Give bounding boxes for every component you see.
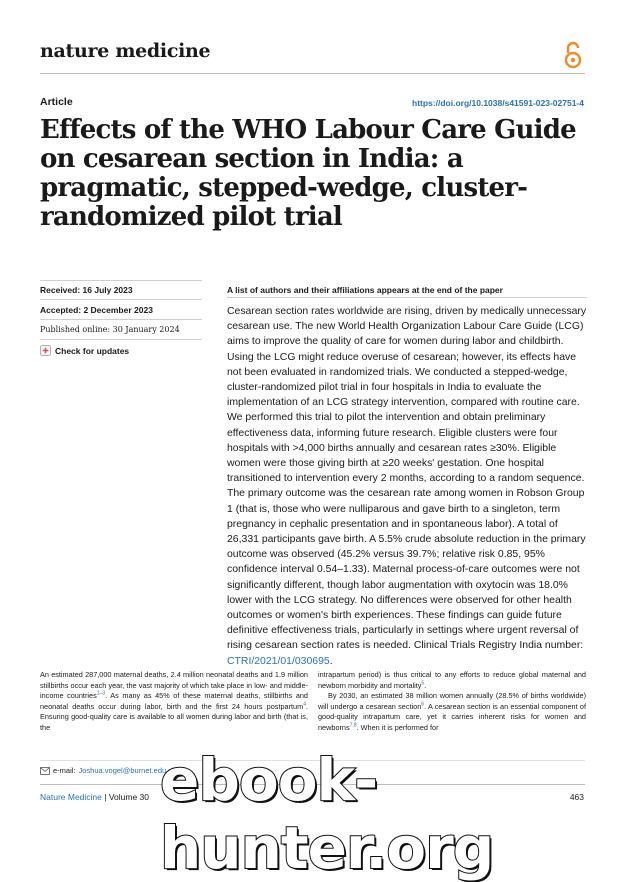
envelope-icon <box>40 767 50 775</box>
citation-ref[interactable]: 4 <box>303 701 306 708</box>
check-for-updates-icon <box>40 345 51 356</box>
page-number: 463 <box>569 792 584 802</box>
correspondence-email <box>40 766 177 775</box>
published-date: Published online: 30 January 2024 <box>40 325 180 334</box>
received-date: Received: 16 July 2023 <box>40 285 133 295</box>
check-for-updates-label: Check for updates <box>55 345 130 356</box>
authors-affiliation-note: A list of authors and their affiliations appears at the end of the paper <box>227 285 503 295</box>
watermark-text: ebook-hunter.org <box>160 746 494 882</box>
citation-ref[interactable]: 6 <box>421 701 425 708</box>
sidebar-divider <box>40 299 202 300</box>
body-text: . When it is performed for <box>356 722 439 732</box>
accepted-date: Accepted: 2 December 2023 <box>40 305 153 315</box>
registry-link[interactable]: CTRI/2021/01/030695 <box>227 655 330 667</box>
body-text: . As many as 45% of these maternal deaths, stillbirths and neonatal deaths occur during labor, birth and the first 24 hours postpartum <box>40 691 308 711</box>
body-text: . Ensuring good-quality care is available to all women during labor and birth (that is, the <box>40 701 308 732</box>
footer-separator: | <box>101 792 109 802</box>
citation-ref[interactable]: 1–3 <box>96 690 106 697</box>
open-access-lock-icon <box>563 40 583 70</box>
footer-journal[interactable]: Nature Medicine <box>40 792 102 802</box>
sidebar-divider <box>40 319 202 320</box>
body-text: An estimated 287,000 maternal deaths, 2.4 million neonatal deaths and 1.9 million stillbirths occur each year, the vast majority of which take place in low- and middle-income countries <box>40 670 308 700</box>
body-text: intrapartum period) is thus critical to any efforts to reduce global maternal and newborn morbidity and mortality <box>318 670 586 690</box>
abstract-end: . <box>329 655 333 667</box>
article-type-label: Article <box>40 96 73 108</box>
body-text: . A cesarean section is an essential component of good-quality intrapartum care, yet it carries inherent risks for women and newborns <box>318 701 586 732</box>
sidebar-divider <box>40 339 202 340</box>
body-text: By 2030, an estimated 38 million women annually (28.5% of births worldwide) will undergo a cesarean section <box>318 691 586 711</box>
footer-citation <box>40 792 149 802</box>
email-address-link[interactable]: Joshua.vogel@burnet.edu.au <box>78 766 177 775</box>
doi-link[interactable]: https://doi.org/10.1038/s41591-023-02751-4 <box>412 98 584 108</box>
body-text: . <box>424 680 427 690</box>
email-label: e-mail: <box>53 766 76 775</box>
check-for-updates-button[interactable] <box>40 345 129 356</box>
abstract <box>227 304 589 669</box>
abstract-divider <box>227 297 587 298</box>
sidebar-divider <box>40 280 202 281</box>
body-column-2 <box>318 670 586 733</box>
footer-volume: Volume 30 <box>108 792 149 802</box>
body-column-1 <box>40 670 308 733</box>
journal-name: nature medicine <box>40 40 211 62</box>
header-divider <box>40 73 585 74</box>
citation-ref[interactable]: 7,8 <box>349 722 357 729</box>
abstract-text: Cesarean section rates worldwide are rising, driven by medically unnecessary cesarean use. The new World Health Organization Labour Care Guide (LCG) aims to improve the quality of care for women during labor and childbirth. Using the LCG might reduce overuse of cesarean; however, its effects have not been evaluated in randomized trials. We conducted a stepped-wedge, cluster-randomized pilot trial in four hospitals in India to evaluate the implementation of an LCG strategy intervention, compared with routine care. We performed this trial to pilot the intervention and obtain preliminary effectiveness data, informing future research. Eligible clusters were four hospitals with >4,000 births annually and cesarean rates ≥30%. Eligible women were those giving birth at ≥20 weeks' gestation. One hospital transitioned to intervention every 2 months, according to a random sequence. The primary outcome was the cesarean rate among women in Robson Group 1 (that is, those who were nulliparous and gave birth to a singleton, term pregnancy in cephalic presentation and in spontaneous labor). A total of 26,331 participants gave birth. A 5.5% crude absolute reduction in the primary outcome was observed (45.2% versus 39.7%; relative risk 0.85, 95% confidence interval 0.54–1.33). Maternal process-of-care outcomes were not significantly different, though labor augmentation with oxytocin was 18.0% lower with the LCG strategy. No differences were observed for other health outcomes or women's birth experiences. These findings can guide future definitive effectiveness trials, particularly in settings where urgent reversal of rising cesarean section rates is needed. Clinical Trials Registry India number: <box>227 306 587 652</box>
citation-ref[interactable]: 5 <box>421 680 425 687</box>
article-title: Effects of the WHO Labour Care Guide on cesarean section in India: a pragmatic, stepped-wedge, cluster-randomized pilot trial <box>40 115 576 232</box>
